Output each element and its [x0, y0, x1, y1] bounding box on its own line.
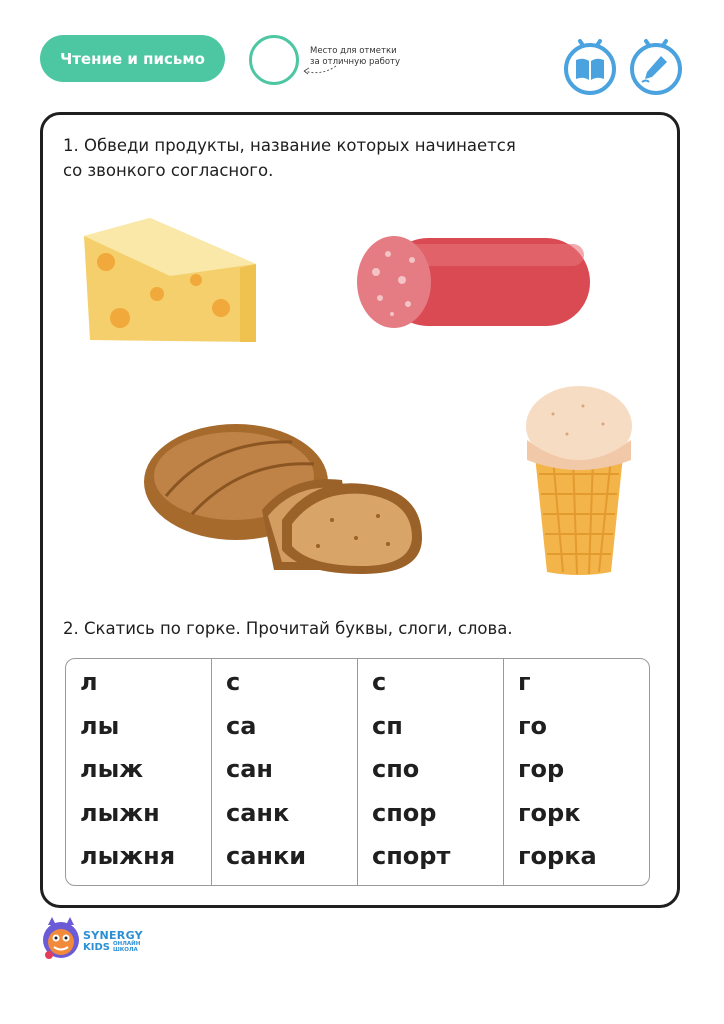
syllable-cell: лыжня: [80, 842, 176, 870]
grade-mark-circle: [249, 35, 299, 85]
syllable-cell: го: [518, 711, 548, 740]
subject-label: Чтение и письмо: [60, 49, 205, 68]
bread-icon[interactable]: [142, 420, 428, 578]
syllable-column-2: [211, 659, 357, 885]
syllable-cell: г: [518, 668, 531, 696]
syllable-column-1: [66, 659, 211, 885]
syllable-cell: с: [226, 668, 241, 696]
brand-name-line1: SYNERGY: [83, 929, 143, 942]
syllable-cell: сан: [226, 755, 274, 783]
syllable-cell: спорт: [372, 842, 451, 870]
syllable-cell: с: [372, 668, 387, 696]
syllable-cell: лы: [80, 711, 120, 740]
brand-subtitle-line1: ОНЛАЙН: [113, 941, 141, 947]
task2-title: 2. Скатись по горке. Прочитай буквы, слоги, слова.: [63, 619, 513, 638]
syllable-cell: лыжн: [80, 798, 160, 827]
brand-subtitle-line2: ШКОЛА: [113, 947, 138, 953]
syllable-cell: гор: [518, 755, 565, 783]
syllable-column-3: [357, 659, 503, 885]
cheese-icon[interactable]: [80, 214, 260, 346]
syllable-cell: сп: [372, 711, 403, 740]
brand-name-line2: KIDS: [83, 942, 110, 953]
task1-line2: со звонкого согласного.: [63, 161, 274, 180]
syllable-cell: са: [226, 711, 257, 740]
curved-arrow-icon: [300, 62, 340, 78]
syllable-table: [65, 658, 650, 886]
syllable-column-4: [503, 659, 649, 885]
syllable-cell: санк: [226, 798, 290, 827]
sausage-icon[interactable]: [354, 232, 592, 332]
syllable-cell: спо: [372, 755, 420, 783]
task1-title: [63, 133, 623, 183]
syllable-cell: л: [80, 668, 98, 696]
syllable-cell: санки: [226, 842, 307, 870]
syllable-cell: лыж: [80, 755, 144, 783]
book-icon: [561, 36, 619, 96]
syllable-cell: горка: [518, 842, 597, 870]
task1-line1: 1. Обведи продукты, название которых начинается: [63, 136, 516, 155]
ice-cream-icon[interactable]: [523, 384, 635, 578]
subject-badge: [40, 35, 225, 82]
syllable-cell: горк: [518, 798, 581, 827]
syllable-cell: спор: [372, 798, 437, 827]
synergy-kids-mascot-logo: [40, 915, 82, 961]
pencil-icon: [627, 36, 685, 96]
grade-mark-note-line2: за отличную работу: [310, 57, 401, 67]
brand-subtitle: [113, 941, 140, 953]
grade-mark-note-line1: Место для отметки: [310, 46, 397, 56]
